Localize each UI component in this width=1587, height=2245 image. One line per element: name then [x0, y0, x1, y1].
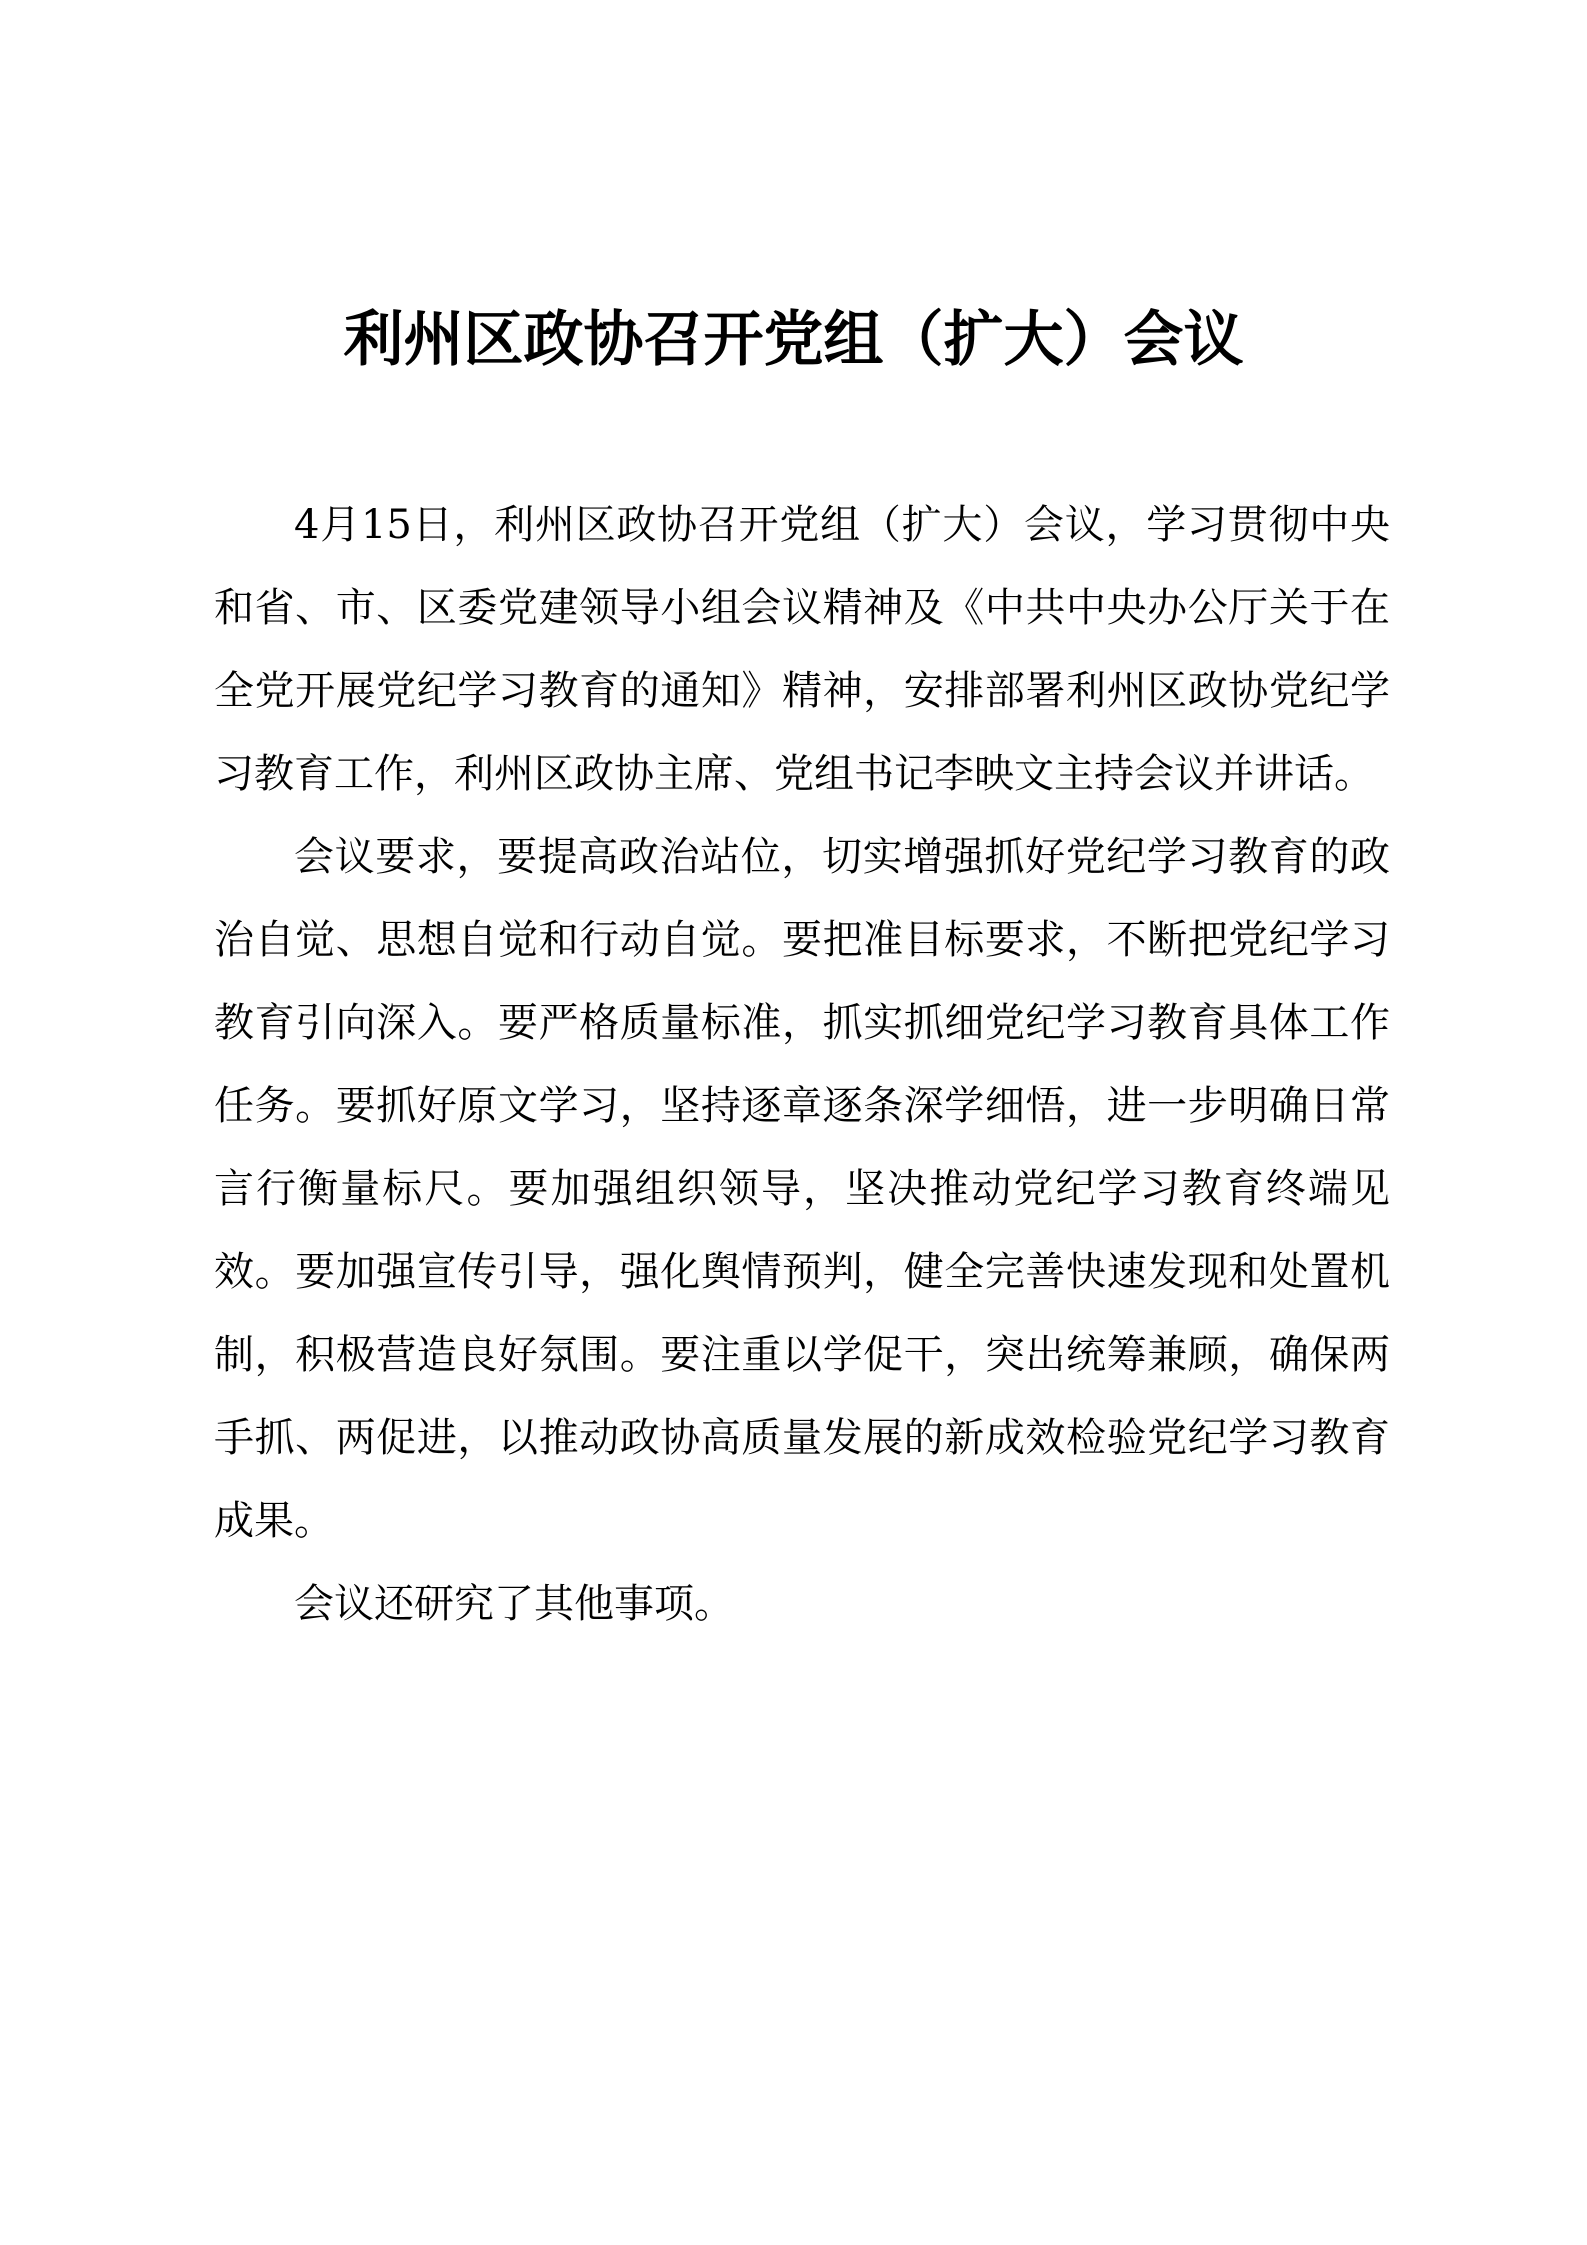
paragraph-2: 会议要求，要提高政治站位，切实增强抓好党纪学习教育的政治自觉、思想自觉和行动自觉。要把准目标要求，不断把党纪学习教育引向深入。要严格质量标准，抓实抓细党纪学习教育具体工作任务。要抓好原文学习，坚持逐章逐条深学细悟，进一步明确日常言行衡量标尺。要加强组织领导，坚决推动党纪学习教育终端见效。要加强宣传引导，强化舆情预判，健全完善快速发现和处置机制，积极营造良好氛围。要注重以学促干，突出统筹兼顾，确保两手抓、两促进，以推动政协高质量发展的新成效检验党纪学习教育成果。: [214, 834, 1390, 1544]
document-body: [214, 484, 1390, 1646]
paragraph-3: 会议还研究了其他事项。: [294, 1581, 734, 1627]
document-title: 利州区政协召开党组（扩大）会议: [343, 305, 1244, 375]
paragraph-1: 4月15日，利州区政协召开党组（扩大）会议，学习贯彻中央和省、市、区委党建领导小组会议精神及《中共中央办公厅关于在全党开展党纪学习教育的通知》精神，安排部署利州区政协党纪学习教育工作，利州区政协主席、党组书记李映文主持会议并讲话。: [214, 502, 1390, 797]
